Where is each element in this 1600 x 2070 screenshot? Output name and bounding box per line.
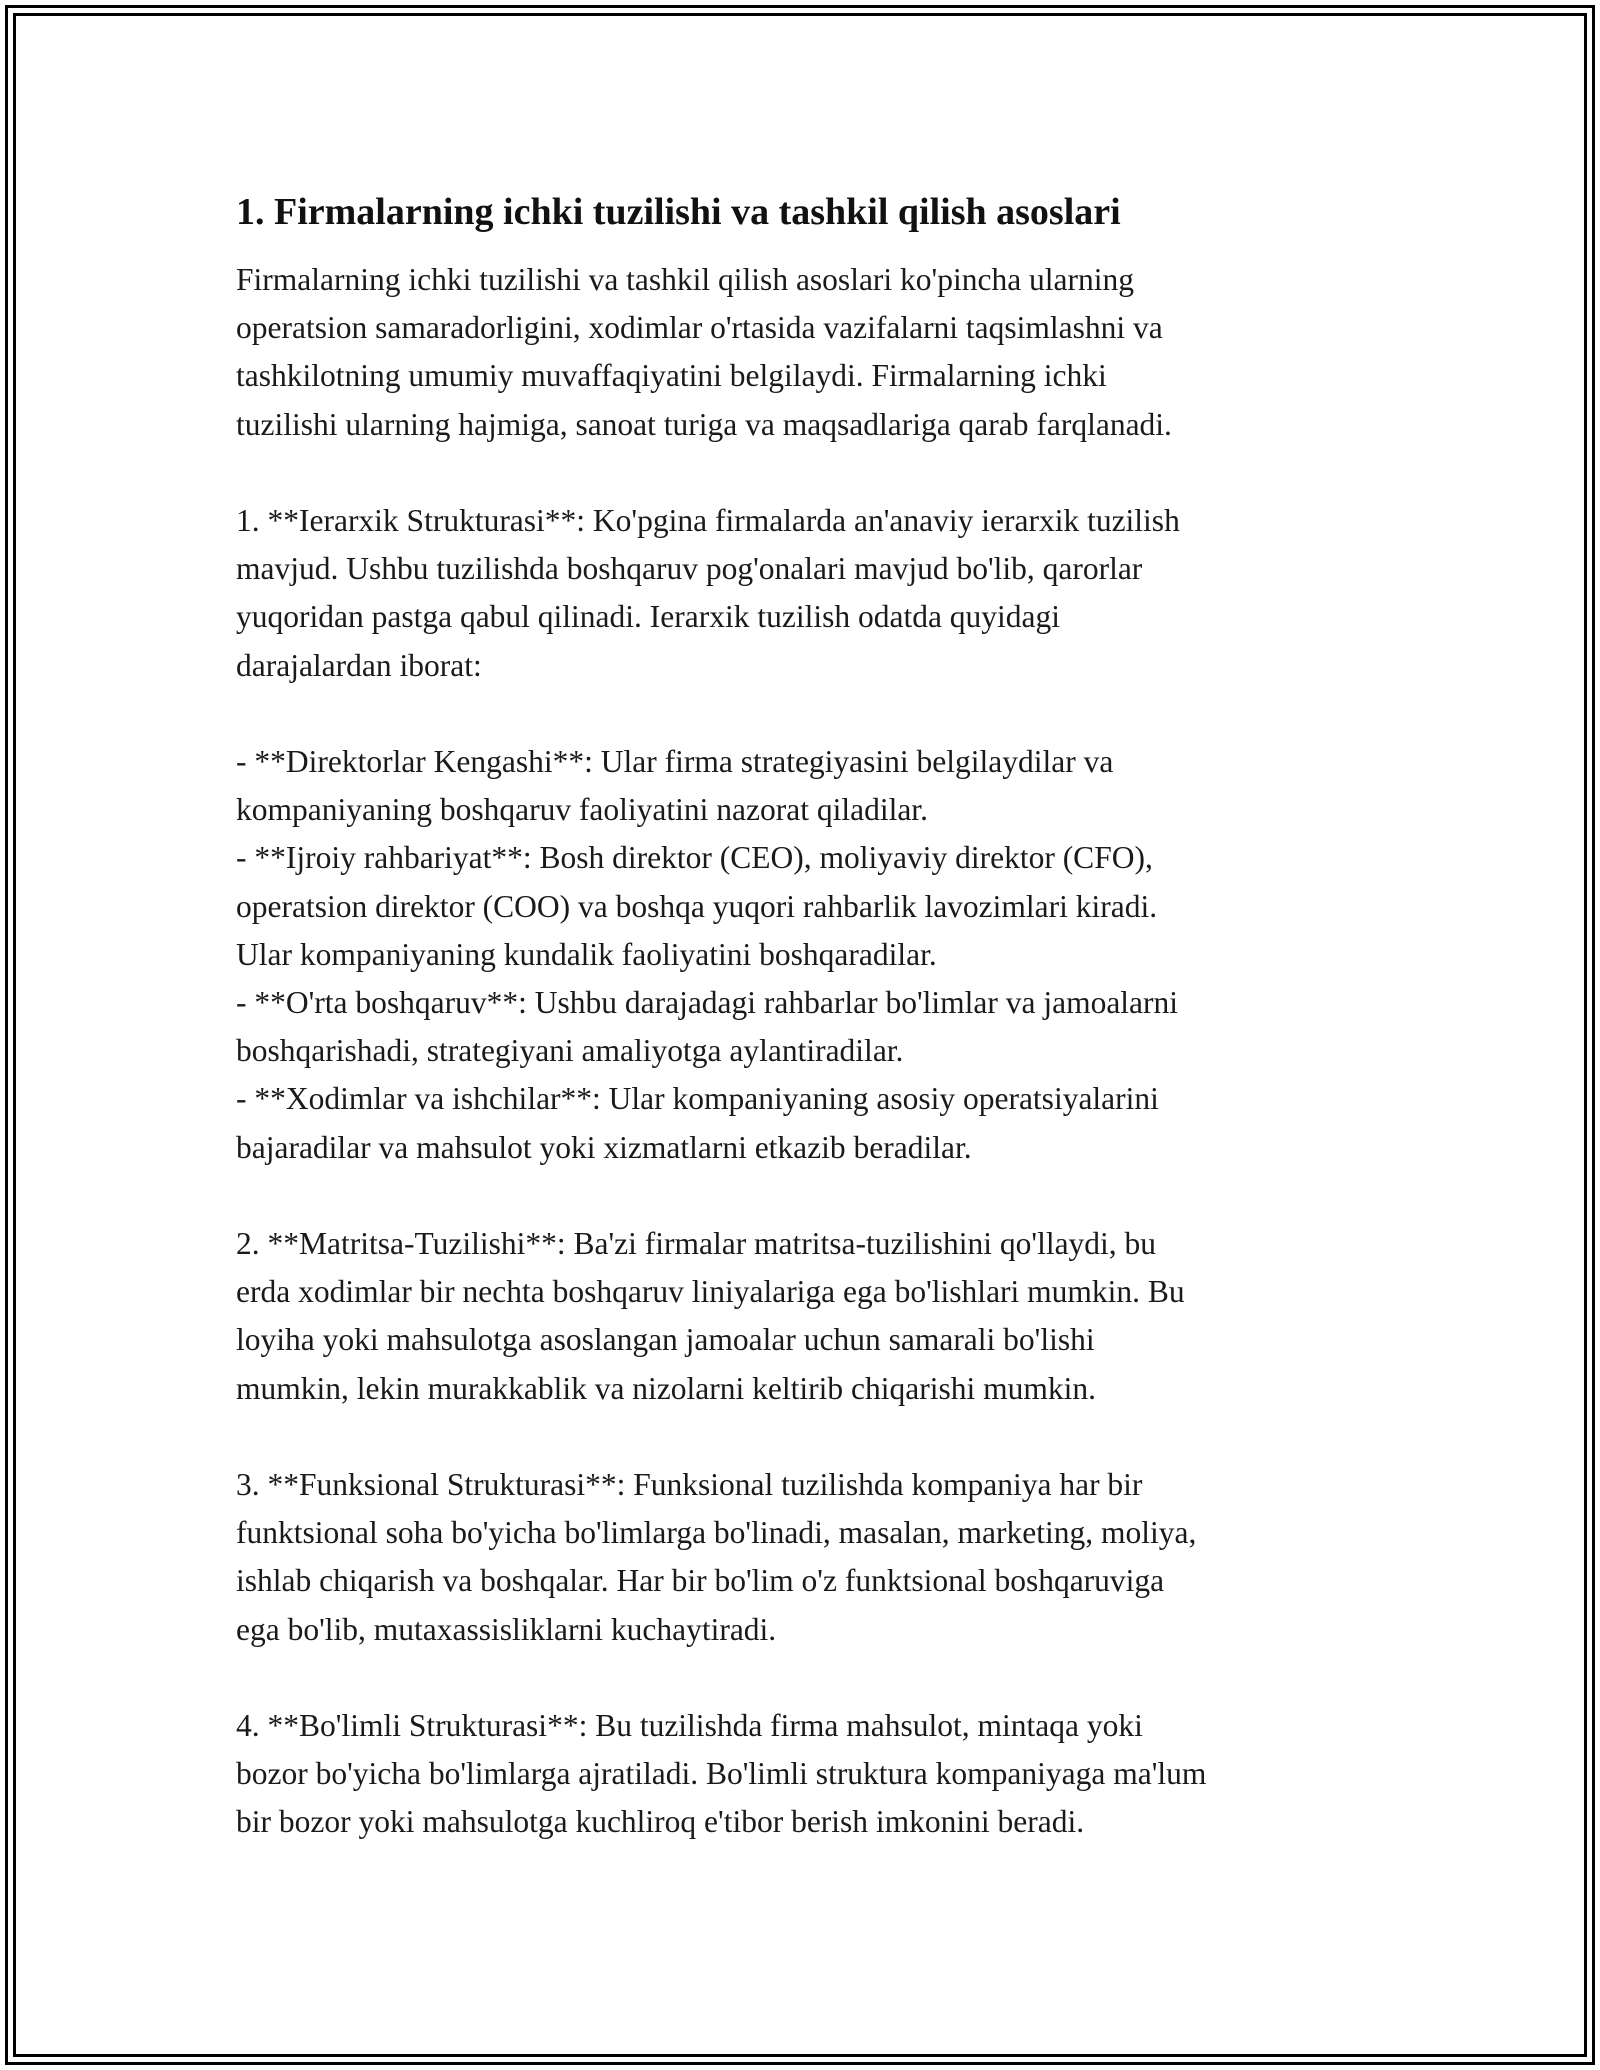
paragraph-gap	[236, 449, 1376, 497]
intro-paragraph: Firmalarning ichki tuzilishi va tashkil qilish asoslari ko'pincha ularning operatsion samaradorligini, xodimlar o'rtasida vazifalarni taqsimlashni va tashkilotning umumiy muvaffaqiyatini belgilaydi. Firmalarning ichki tuzilishi ularning hajmiga, sanoat turiga va maqsadlariga qarab farqlanadi.	[236, 262, 1172, 442]
paragraph-gap	[236, 1172, 1376, 1220]
section-functional: 3. **Funksional Strukturasi**: Funksional tuzilishda kompaniya har bir funktsional soha bo'yicha bo'limlarga bo'linadi, masalan, marketing, moliya, ishlab chiqarish va boshqalar. Har bir bo'lim o'z funktsional boshqaruviga ega bo'lib, mutaxassisliklarni kuchaytiradi.	[236, 1467, 1197, 1647]
paragraph-gap	[236, 1413, 1376, 1461]
section-hierarchy-levels: - **Direktorlar Kengashi**: Ular firma strategiyasini belgilaydilar va kompaniyaning boshqaruv faoliyatini nazorat qiladilar. - **Ijroiy rahbariyat**: Bosh direktor (CEO), moliyaviy direktor (CFO), operatsion direktor (COO) va boshqa yuqori rahbarlik lavozimlari kiradi. Ular kompaniyaning kundalik faoliyatini boshqaradilar. - **O'rta boshqaruv**: Ushbu darajadagi rahbarlar bo'limlar va jamoalarni boshqarishadi, strategiyani amaliyotga aylantiradilar. - **Xodimlar va ishchilar**: Ular kompaniyaning asosiy operatsiyalarini bajaradilar va mahsulot yoki xizmatlarni etkazib beradilar.	[236, 744, 1179, 1165]
document-title: 1. Firmalarning ichki tuzilishi va tashkil qilish asoslari	[236, 191, 1121, 233]
paragraph-gap	[236, 1654, 1376, 1702]
section-matrix: 2. **Matritsa-Tuzilishi**: Ba'zi firmalar matritsa-tuzilishini qo'llaydi, bu erda xodimlar bir nechta boshqaruv liniyalariga ega bo'lishlari mumkin. Bu loyiha yoki mahsulotga asoslangan jamoalar uchun samarali bo'lishi mumkin, lekin murakkablik va nizolarni keltirib chiqarishi mumkin.	[236, 1226, 1185, 1406]
paragraph-gap	[236, 690, 1376, 738]
section-hierarchical: 1. **Ierarxik Strukturasi**: Ko'pgina firmalarda an'anaviy ierarxik tuzilish mavjud. Ushbu tuzilishda boshqaruv pog'onalari mavjud bo'lib, qarorlar yuqoridan pastga qabul qilinadi. Ierarxik tuzilish odatda quyidagi darajalardan iborat:	[236, 503, 1180, 683]
section-divisional: 4. **Bo'limli Strukturasi**: Bu tuzilishda firma mahsulot, mintaqa yoki bozor bo'yicha bo'limlarga ajratiladi. Bo'limli struktura kompaniyaga ma'lum bir bozor yoki mahsulotga kuchliroq e'tibor berish imkonini beradi.	[236, 1708, 1207, 1840]
document-body	[236, 186, 1376, 1847]
